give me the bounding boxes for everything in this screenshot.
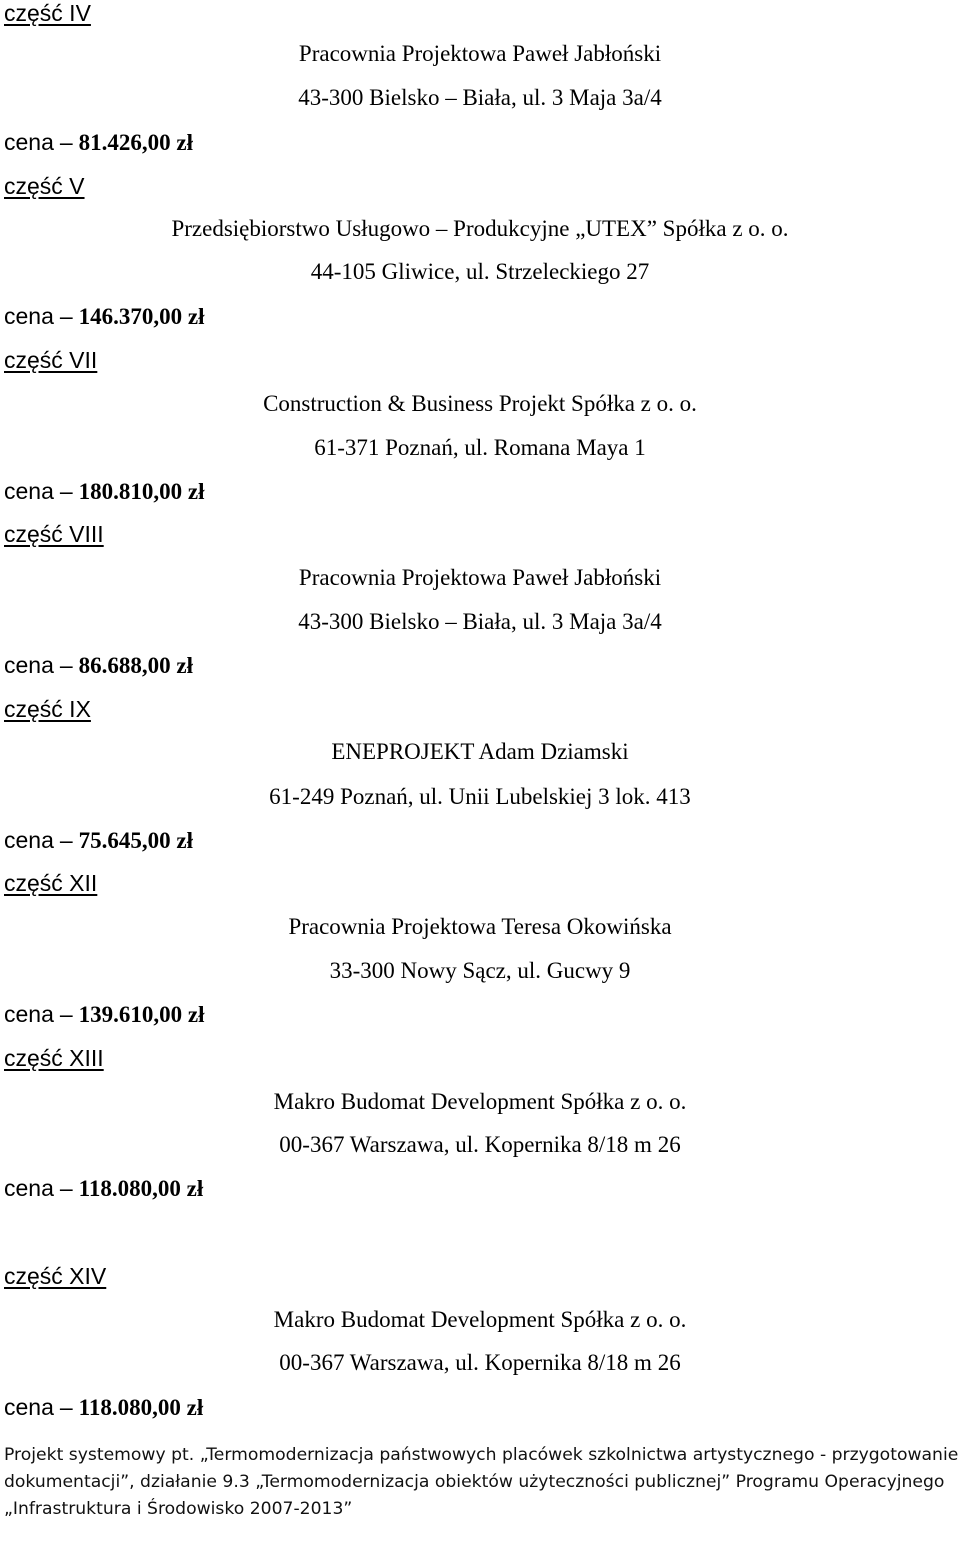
contractor-name: Pracownia Projektowa Teresa Okowińska [288, 914, 672, 939]
contractor-address: 00-367 Warszawa, ul. Kopernika 8/18 m 26 [279, 1132, 681, 1157]
price-label: cena [4, 129, 54, 155]
contractor-address: 43-300 Bielsko – Biała, ul. 3 Maja 3a/4 [298, 609, 662, 634]
price-amount: 75.645,00 zł [78, 828, 194, 853]
contractor-name: Makro Budomat Development Spółka z o. o. [273, 1089, 687, 1114]
part-label: część XIV [4, 1263, 107, 1289]
price-amount: 81.426,00 zł [78, 130, 194, 155]
price-row [4, 827, 193, 854]
footer-line: „Infrastruktura i Środowisko 2007-2013” [4, 1499, 353, 1519]
contractor-address: 61-371 Poznań, ul. Romana Maya 1 [314, 435, 646, 460]
contractor-name: ENEPROJEKT Adam Dziamski [331, 739, 629, 764]
price-row [4, 129, 193, 156]
price-row [4, 652, 193, 679]
contractor-name: Makro Budomat Development Spółka z o. o. [273, 1307, 687, 1332]
price-dash: – [59, 478, 73, 504]
page-footer [4, 1442, 959, 1523]
part-label: część XIII [4, 1045, 104, 1071]
price-dash: – [59, 1394, 73, 1420]
contractor-address: 61-249 Poznań, ul. Unii Lubelskiej 3 lok. 413 [269, 784, 691, 809]
contractor-name: Pracownia Projektowa Paweł Jabłoński [298, 565, 662, 590]
price-label: cena [4, 478, 54, 504]
price-dash: – [59, 303, 73, 329]
price-dash: – [59, 827, 73, 853]
price-amount: 118.080,00 zł [78, 1395, 204, 1420]
price-row [4, 303, 205, 330]
price-label: cena [4, 303, 54, 329]
price-label: cena [4, 652, 54, 678]
price-amount: 146.370,00 zł [78, 304, 205, 329]
footer-line: Projekt systemowy pt. „Termomodernizacja państwowych placówek szkolnictwa artystycznego - przygotowanie [4, 1445, 959, 1465]
contractor-address: 43-300 Bielsko – Biała, ul. 3 Maja 3a/4 [298, 85, 662, 110]
contractor-address: 33-300 Nowy Sącz, ul. Gucwy 9 [329, 958, 631, 983]
part-label: część IV [4, 0, 91, 26]
price-row [4, 1001, 205, 1028]
part-label: część V [4, 173, 85, 199]
price-row [4, 478, 205, 505]
price-amount: 139.610,00 zł [78, 1002, 205, 1027]
part-label: część IX [4, 696, 91, 722]
price-dash: – [59, 1001, 73, 1027]
contractor-address: 44-105 Gliwice, ul. Strzeleckiego 27 [310, 259, 650, 284]
price-label: cena [4, 1394, 54, 1420]
price-amount: 86.688,00 zł [78, 653, 194, 678]
price-amount: 118.080,00 zł [78, 1176, 204, 1201]
part-label: część XII [4, 870, 98, 896]
part-label: część VII [4, 347, 98, 373]
price-row [4, 1394, 203, 1421]
footer-line: dokumentacji”, działanie 9.3 „Termomodernizacja obiektów użyteczności publicznej” Programu Operacyjnego [4, 1472, 945, 1492]
contractor-address: 00-367 Warszawa, ul. Kopernika 8/18 m 26 [279, 1350, 681, 1375]
part-label: część VIII [4, 521, 104, 547]
price-label: cena [4, 827, 54, 853]
price-amount: 180.810,00 zł [78, 479, 205, 504]
contractor-name: Construction & Business Projekt Spółka z o. o. [263, 391, 697, 416]
price-dash: – [59, 652, 73, 678]
price-row [4, 1175, 203, 1202]
price-label: cena [4, 1175, 54, 1201]
contractor-name: Pracownia Projektowa Paweł Jabłoński [298, 41, 662, 66]
price-dash: – [59, 129, 73, 155]
contractor-name: Przedsiębiorstwo Usługowo – Produkcyjne „UTEX” Spółka z o. o. [171, 216, 789, 241]
price-label: cena [4, 1001, 54, 1027]
price-dash: – [59, 1175, 73, 1201]
